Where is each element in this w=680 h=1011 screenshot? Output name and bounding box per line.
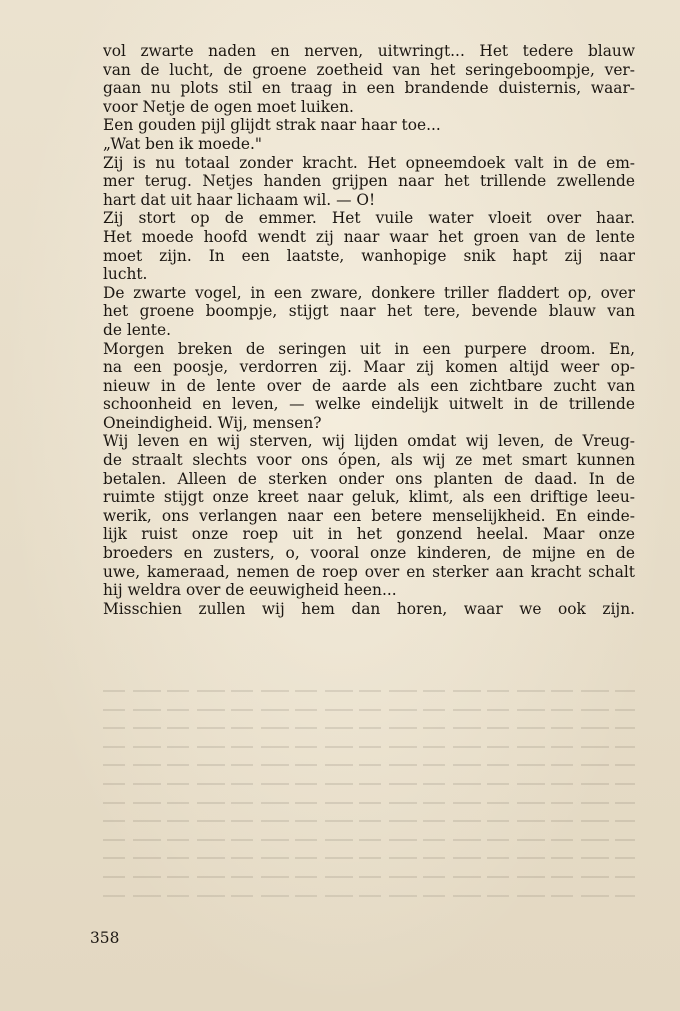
show-through-text [103,690,635,920]
text-line: Een gouden pijl glijdt strak naar haar toe... [103,116,441,135]
page-number: 358 [90,929,120,947]
text-line: „Wat ben ik moede." [103,134,262,153]
text-line: ruimte stijgt onze kreet naar geluk, klimt, als een driftige leeu- [103,488,635,507]
text-line: nieuw in de lente over de aarde als een zichtbare zucht van [103,376,635,395]
text-line: Zij stort op de emmer. Het vuile water vloeit over haar. [103,209,635,228]
text-line: voor Netje de ogen moet luiken. [103,97,354,116]
text-line: moet zijn. In een laatste, wanhopige snik hapt zij naar [103,246,635,265]
text-line: van de lucht, de groene zoetheid van het seringeboompje, ver- [103,60,635,79]
text-line: de lente. [103,320,171,339]
text-line: Het moede hoofd wendt zij naar waar het groen van de lente [103,227,635,246]
text-line: Morgen breken de seringen uit in een purpere droom. En, [103,339,635,358]
body-text [103,42,635,618]
text-line: schoonheid en leven, — welke eindelijk uitwelt in de trillende [103,395,635,414]
text-line: vol zwarte naden en nerven, uitwringt... Het tedere blauw [103,42,635,60]
text-line: Wij leven en wij sterven, wij lijden omdat wij leven, de Vreug- [103,432,635,451]
text-line: hij weldra over de eeuwigheid heen... [103,581,397,600]
text-line: gaan nu plots stil en traag in een brandende duisternis, waar- [103,79,635,98]
text-line: Misschien zullen wij hem dan horen, waar we ook zijn. [103,599,635,618]
text-line: uwe, kameraad, nemen de roep over en sterker aan kracht schalt [103,562,635,581]
text-line: De zwarte vogel, in een zware, donkere triller fladdert op, over [103,283,635,302]
text-line: lijk ruist onze roep uit in het gonzend heelal. Maar onze [103,525,635,544]
text-line: broeders en zusters, o, vooral onze kinderen, de mijne en de [103,544,635,563]
text-line: mer terug. Netjes handen grijpen naar het trillende zwellende [103,172,635,191]
text-line: het groene boompje, stijgt naar het tere, bevende blauw van [103,302,635,321]
text-line: hart dat uit haar lichaam wil. — O! [103,190,376,209]
text-line: lucht. [103,265,148,284]
text-line: werik, ons verlangen naar een betere menselijkheid. En einde- [103,506,635,525]
text-line: Oneindigheid. Wij, mensen? [103,413,322,432]
text-line: de straalt slechts voor ons ópen, als wij ze met smart kunnen [103,451,635,470]
text-line: betalen. Alleen de sterken onder ons planten de daad. In de [103,469,635,488]
text-line: na een poosje, verdorren zij. Maar zij komen altijd weer op- [103,358,635,377]
text-line: Zij is nu totaal zonder kracht. Het opneemdoek valt in de em- [103,153,635,172]
